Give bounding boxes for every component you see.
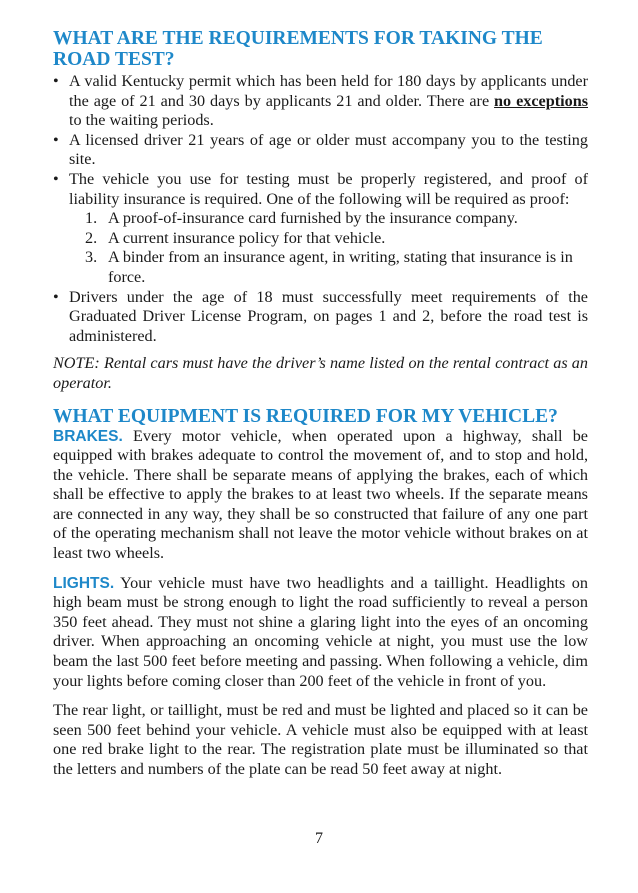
- proof-text: A current insurance policy for that vehicle.: [108, 228, 386, 247]
- brakes-paragraph: [53, 427, 588, 564]
- lights-label: LIGHTS.: [53, 574, 115, 592]
- requirements-list: [53, 72, 588, 346]
- rental-note: NOTE: Rental cars must have the driver’s name listed on the rental contract as an operator.: [53, 354, 588, 392]
- proof-number: 1.: [85, 209, 98, 228]
- bullet-text: to the waiting periods.: [69, 111, 214, 130]
- bullet-text: The vehicle you use for testing must be properly registered, and proof of liability insurance is required. One of the following will be required as proof:: [69, 169, 588, 208]
- taillight-paragraph: The rear light, or taillight, must be red and must be lighted and placed so it can be seen 500 feet behind your vehicle. A vehicle must also be equipped with at least one red brake light to the rear. The registration plate must be illuminated so that the letters and numbers of the plate can be read 50 feet away at night.: [53, 701, 588, 778]
- list-item: • Drivers under the age of 18 must successfully meet requirements of the Graduated Driver License Program, on pages 1 and 2, before the road test is administered.: [53, 288, 588, 347]
- proof-list: [69, 209, 588, 287]
- lights-paragraph: [53, 574, 588, 692]
- proof-number: 2.: [85, 228, 98, 247]
- lights-text: Your vehicle must have two headlights and a taillight. Headlights on high beam must be strong enough to light the road sufficiently to reveal a person 350 feet ahead. They must not shine a glaring light into the eyes of an oncoming driver. When approaching an oncoming vehicle at night, you must use the low beam the last 500 feet before meeting and passing. When following a vehicle, dim your lights before coming closer than 200 feet of the vehicle in front of you.: [53, 573, 588, 690]
- page-number: 7: [315, 830, 323, 847]
- bullet-text: A valid Kentucky permit which has been held for 180 days by applicants under the age of 21 and 30 days by applicants 21 and older. There are: [69, 72, 588, 110]
- brakes-text: Every motor vehicle, when operated upon a highway, shall be equipped with brakes adequate to control the movement of, and to stop and hold, the vehicle. There shall be separate means of applying the brakes, each of which shall be effective to apply the brakes to at least two wheels. If the separate means are connected in any way, they shall be so constructed that failure of any one part of the operating mechanism shall not leave the motor vehicle without brakes on at least two wheels.: [53, 426, 588, 563]
- proof-text: A binder from an insurance agent, in writing, stating that insurance is in force.: [108, 248, 573, 286]
- proof-item: [85, 209, 588, 229]
- list-item: • A licensed driver 21 years of age or older must accompany you to the testing site.: [53, 131, 588, 170]
- proof-text: A proof-of-insurance card furnished by the insurance company.: [108, 209, 518, 228]
- section-heading-road-test: WHAT ARE THE REQUIREMENTS FOR TAKING THE ROAD TEST?: [53, 28, 543, 70]
- proof-item: [85, 248, 588, 287]
- proof-item: [85, 229, 588, 249]
- proof-number: 3.: [85, 248, 98, 267]
- list-item: [53, 170, 588, 288]
- list-item: [53, 72, 588, 131]
- brakes-label: BRAKES.: [53, 427, 123, 445]
- section-heading-equipment: WHAT EQUIPMENT IS REQUIRED FOR MY VEHICLE?: [53, 405, 558, 427]
- emphasis-text: no exceptions: [494, 91, 588, 110]
